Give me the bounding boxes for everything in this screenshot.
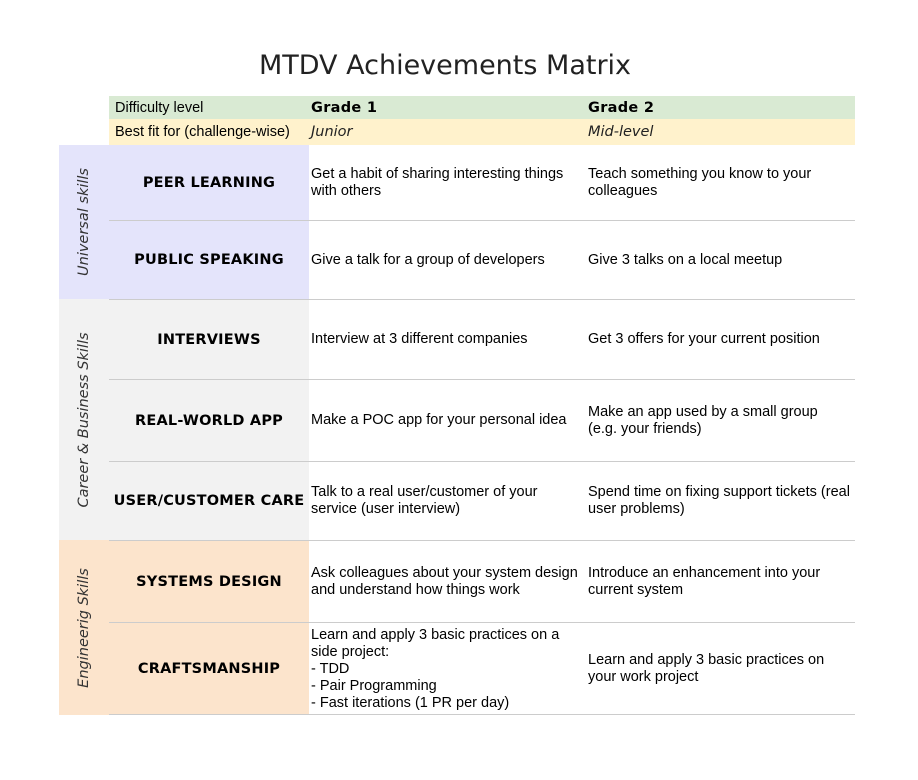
best-fit-header-row bbox=[109, 119, 855, 145]
grade2-cell: Teach something you know to your colleagues bbox=[588, 165, 812, 199]
skill-name: PEER LEARNING bbox=[142, 174, 276, 191]
grade1-cell: Get a habit of sharing interesting things with others bbox=[311, 165, 564, 199]
practice-item: - Fast iterations (1 PR per day) bbox=[311, 694, 510, 711]
skill-name: INTERVIEWS bbox=[157, 331, 261, 348]
grade1-cell: Ask colleagues about your system design and understand how things work bbox=[311, 564, 578, 598]
difficulty-header-row bbox=[109, 96, 855, 119]
category-career-business-skills bbox=[59, 299, 109, 540]
skill-name: PUBLIC SPEAKING bbox=[134, 252, 284, 268]
grade1-fit: Junior bbox=[311, 124, 353, 140]
grade2-cell: Get 3 offers for your current position bbox=[588, 331, 820, 347]
skill-name: CRAFTSMANSHIP bbox=[137, 661, 281, 677]
best-fit-label: Best fit for (challenge-wise) bbox=[115, 124, 290, 140]
grade2-header: Grade 2 bbox=[588, 99, 655, 116]
skill-name: USER/CUSTOMER CARE bbox=[113, 493, 305, 509]
grade1-cell: Interview at 3 different companies bbox=[311, 331, 528, 347]
category-label: Career & Business Skills bbox=[76, 331, 92, 508]
category-label: Engineerig Skills bbox=[76, 567, 92, 688]
grade2-cell: Introduce an enhancement into your current system bbox=[588, 564, 821, 598]
grade2-cell: Give 3 talks on a local meetup bbox=[588, 251, 783, 268]
row-divider bbox=[109, 714, 855, 715]
category-label: Universal skills bbox=[76, 168, 92, 276]
grade2-cell: Spend time on fixing support tickets (real user problems) bbox=[588, 484, 850, 517]
grade1-cell: Make a POC app for your personal idea bbox=[311, 412, 567, 428]
skill-name: SYSTEMS DESIGN bbox=[136, 573, 282, 590]
grade1-cell bbox=[311, 623, 581, 715]
page-title: MTDV Achievements Matrix bbox=[258, 50, 632, 81]
category-universal-skills bbox=[59, 145, 109, 299]
grade2-fit: Mid-level bbox=[588, 124, 654, 140]
grade1-intro: Learn and apply 3 basic practices on a side project: bbox=[311, 626, 560, 660]
practice-item: - TDD bbox=[311, 660, 350, 677]
grade2-cell: Learn and apply 3 basic practices on your work project bbox=[588, 652, 825, 685]
grade1-cell: Give a talk for a group of developers bbox=[311, 251, 545, 268]
difficulty-label: Difficulty level bbox=[115, 99, 204, 116]
grade2-cell: Make an app used by a small group (e.g. your friends) bbox=[588, 403, 818, 437]
grade1-cell: Talk to a real user/customer of your service (user interview) bbox=[311, 484, 538, 517]
category-engineering-skills bbox=[59, 540, 109, 715]
grade1-header: Grade 1 bbox=[311, 99, 378, 116]
practice-item: - Pair Programming bbox=[311, 677, 437, 694]
skill-name: REAL-WORLD APP bbox=[135, 412, 283, 429]
